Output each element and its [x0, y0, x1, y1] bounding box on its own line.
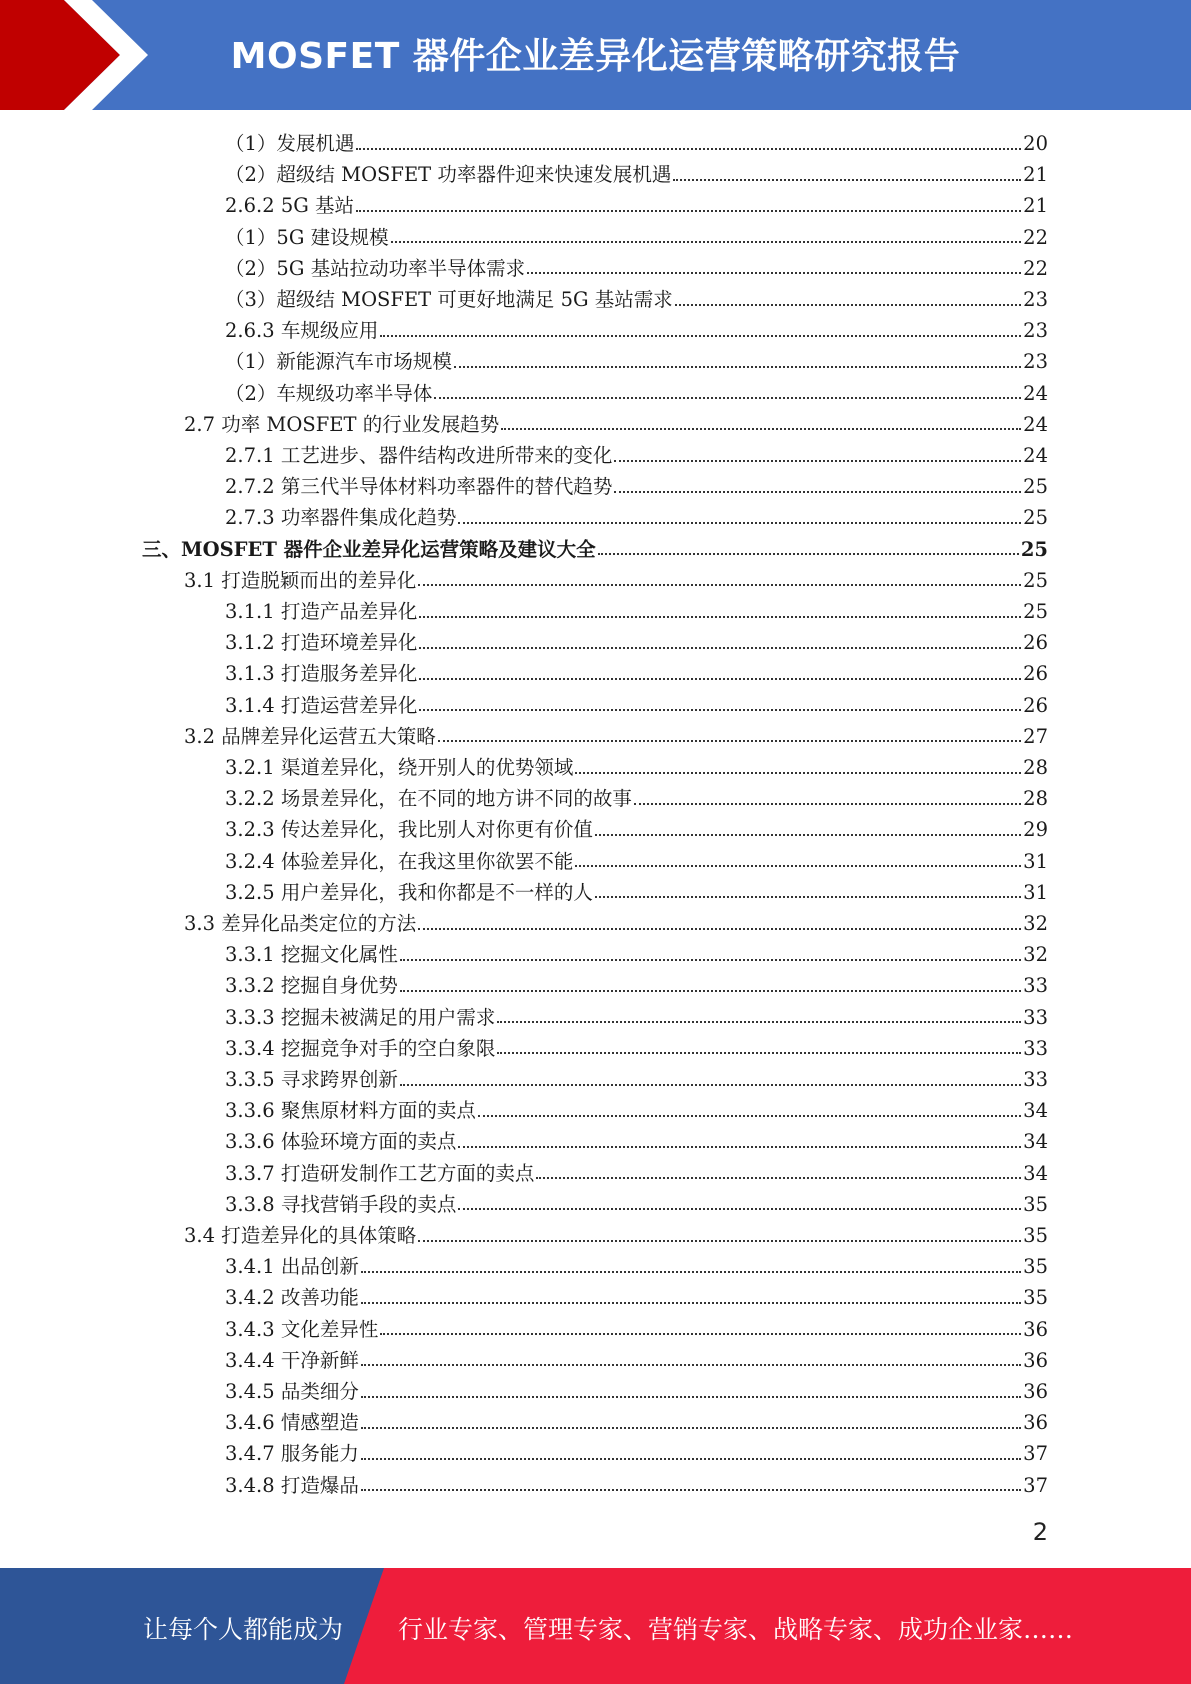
toc-entry[interactable] [225, 1314, 1048, 1345]
toc-entry-page: 33 [1023, 1005, 1048, 1029]
toc-entry[interactable] [225, 1407, 1048, 1438]
toc-entry-page: 29 [1023, 818, 1048, 842]
toc-entry-label: 3.4.3 文化差异性 [225, 1317, 379, 1341]
toc-dot-leader [361, 1427, 1021, 1429]
toc-entry-page: 34 [1023, 1099, 1048, 1123]
toc-entry-page: 36 [1023, 1380, 1048, 1403]
toc-entry-label: 3.1.1 打造产品差异化 [225, 600, 418, 623]
toc-dot-leader [497, 1021, 1021, 1023]
toc-entry[interactable] [225, 471, 1048, 502]
toc-dot-leader [634, 803, 1021, 805]
toc-entry-label: 3.1.3 打造服务差异化 [225, 662, 418, 686]
toc-entry-page: 27 [1023, 724, 1048, 748]
toc-entry-label: （1）发展机遇 [225, 132, 355, 155]
toc-entry[interactable] [225, 346, 1048, 377]
toc-entry[interactable] [225, 1282, 1048, 1313]
toc-entry-label: 3.2.1 渠道差异化，绕开别人的优势领域 [225, 756, 574, 779]
footer-slogan-left: 让每个人都能成为 [143, 1615, 344, 1644]
toc-entry-label: （2）车规级功率半导体 [225, 381, 433, 405]
toc-dot-leader [419, 709, 1021, 711]
toc-entry-page: 36 [1023, 1411, 1048, 1435]
toc-dot-leader [419, 678, 1021, 680]
toc-entry-label: 3.3.1 挖掘文化属性 [225, 943, 398, 967]
toc-dot-leader [361, 1489, 1021, 1491]
toc-dot-leader [454, 366, 1021, 368]
toc-dot-leader [356, 148, 1021, 150]
toc-entry-page: 36 [1023, 1348, 1048, 1372]
toc-entry[interactable] [184, 565, 1048, 596]
toc-dot-leader [595, 896, 1021, 898]
toc-entry[interactable] [225, 596, 1048, 627]
toc-entry[interactable] [225, 284, 1048, 315]
toc-entry[interactable] [225, 1002, 1048, 1033]
toc-entry[interactable] [184, 908, 1048, 939]
toc-dot-leader [418, 584, 1021, 586]
page-footer [0, 1568, 1191, 1684]
document-title: MOSFET 器件企业差异化运营策略研究报告 [230, 36, 961, 77]
toc-dot-leader [419, 647, 1021, 649]
toc-dot-leader [598, 553, 1019, 555]
toc-entry-page: 24 [1023, 412, 1048, 436]
toc-entry[interactable] [225, 378, 1048, 409]
toc-entry-label: 3.4.4 干净新鲜 [225, 1348, 359, 1372]
toc-entry-page: 31 [1023, 849, 1048, 873]
toc-entry-page: 21 [1023, 163, 1048, 187]
toc-dot-leader [458, 522, 1021, 524]
toc-entry-label: （1）5G 建设规模 [225, 225, 389, 249]
toc-entry-label: 3.2.5 用户差异化，我和你都是不一样的人 [225, 880, 593, 904]
toc-entry[interactable] [225, 253, 1048, 284]
toc-entry-label: 3.3.6 体验环境方面的卖点 [225, 1130, 457, 1154]
toc-entry-label: （3）超级结 MOSFET 可更好地满足 5G 基站需求 [225, 288, 673, 311]
toc-dot-leader [614, 491, 1021, 493]
page-header [0, 0, 1191, 110]
toc-entry-page: 25 [1023, 568, 1048, 592]
toc-dot-leader [361, 1396, 1021, 1398]
toc-entry-label: 3.4.2 改善功能 [225, 1286, 359, 1310]
toc-entry-page: 21 [1023, 194, 1048, 218]
toc-entry-page: 37 [1023, 1442, 1048, 1466]
toc-entry[interactable] [225, 1470, 1048, 1501]
page-number: 2 [1032, 1518, 1048, 1546]
toc-entry-label: （2）超级结 MOSFET 功率器件迎来快速发展机遇 [225, 163, 672, 187]
toc-entry-page: 25 [1023, 600, 1048, 623]
toc-entry[interactable] [225, 1376, 1048, 1407]
toc-entry-page: 28 [1023, 756, 1048, 779]
toc-entry[interactable] [225, 658, 1048, 689]
toc-entry-label: 3.4 打造差异化的具体策略 [184, 1224, 417, 1247]
toc-entry-label: 3.4.7 服务能力 [225, 1442, 359, 1466]
toc-entry-page: 22 [1023, 225, 1048, 249]
toc-entry[interactable] [225, 1251, 1048, 1282]
toc-entry-label: 2.7.2 第三代半导体材料功率器件的替代趋势 [225, 475, 613, 499]
toc-entry-page: 32 [1023, 943, 1048, 967]
toc-entry-label: 3.4.6 情感塑造 [225, 1411, 359, 1435]
toc-entry[interactable] [225, 783, 1048, 814]
toc-dot-leader [434, 397, 1021, 399]
toc-entry[interactable] [225, 128, 1048, 159]
toc-entry-label: 3.2.2 场景差异化，在不同的地方讲不同的故事 [225, 787, 632, 811]
toc-dot-leader [458, 1146, 1021, 1148]
toc-entry-page: 34 [1023, 1161, 1048, 1185]
toc-entry-label: （1）新能源汽车市场规模 [225, 350, 452, 374]
toc-entry[interactable] [225, 1345, 1048, 1376]
toc-entry-page: 22 [1023, 256, 1048, 280]
toc-entry-page: 25 [1023, 506, 1048, 530]
toc-entry[interactable] [225, 690, 1048, 721]
toc-entry-page: 32 [1023, 912, 1048, 935]
toc-dot-leader [361, 1364, 1021, 1366]
toc-dot-leader [418, 928, 1021, 930]
toc-dot-leader [575, 772, 1021, 774]
toc-entry-label: 三、MOSFET 器件企业差异化运营策略及建议大全 [142, 537, 596, 561]
toc-dot-leader [458, 1208, 1021, 1210]
toc-entry-page: 35 [1023, 1286, 1048, 1310]
toc-entry-label: 3.3.4 挖掘竞争对手的空白象限 [225, 1036, 496, 1060]
toc-entry-page: 33 [1023, 1068, 1048, 1091]
toc-entry-page: 31 [1023, 880, 1048, 904]
toc-entry-page: 35 [1023, 1192, 1048, 1216]
toc-dot-leader [400, 990, 1021, 992]
toc-dot-leader [380, 335, 1021, 337]
toc-dot-leader [400, 1084, 1021, 1086]
toc-entry-label: 3.3.2 挖掘自身优势 [225, 974, 398, 998]
toc-dot-leader [595, 834, 1021, 836]
toc-dot-leader [391, 241, 1022, 243]
toc-entry-page: 24 [1023, 381, 1048, 405]
toc-dot-leader [575, 865, 1021, 867]
toc-entry[interactable] [142, 534, 1048, 565]
toc-dot-leader [536, 1177, 1021, 1179]
toc-dot-leader [361, 1271, 1021, 1273]
toc-entry[interactable] [225, 502, 1048, 533]
toc-entry[interactable] [225, 1189, 1048, 1220]
toc-entry-page: 26 [1023, 693, 1048, 717]
toc-dot-leader [380, 1333, 1021, 1335]
toc-entry-page: 37 [1023, 1473, 1048, 1497]
toc-entry[interactable] [225, 1033, 1048, 1064]
toc-entry-page: 20 [1023, 132, 1048, 155]
toc-entry-label: 3.3.3 挖掘未被满足的用户需求 [225, 1005, 496, 1029]
toc-entry-page: 35 [1023, 1224, 1048, 1247]
toc-dot-leader [675, 304, 1021, 306]
toc-entry-page: 33 [1023, 1036, 1048, 1060]
footer-slogan-right: 行业专家、管理专家、营销专家、战略专家、成功企业家…… [398, 1615, 1074, 1644]
toc-entry-label: 2.7.3 功率器件集成化趋势 [225, 506, 457, 530]
toc-entry-label: 2.6.3 车规级应用 [225, 319, 379, 343]
toc-entry[interactable] [225, 627, 1048, 658]
toc-entry-label: 3.1.4 打造运营差异化 [225, 693, 418, 717]
toc-entry-label: 2.7 功率 MOSFET 的行业发展趋势 [184, 412, 500, 436]
toc-entry-page: 24 [1023, 444, 1048, 467]
toc-entry-page: 35 [1023, 1255, 1048, 1279]
toc-entry-label: 3.2 品牌差异化运营五大策略 [184, 724, 436, 748]
toc-entry-label: 3.3.7 打造研发制作工艺方面的卖点 [225, 1161, 535, 1185]
toc-dot-leader [478, 1115, 1021, 1117]
toc-entry-page: 23 [1023, 319, 1048, 343]
toc-dot-leader [361, 1302, 1021, 1304]
toc-entry-page: 26 [1023, 631, 1048, 655]
toc-dot-leader [497, 1052, 1021, 1054]
toc-entry-page: 33 [1023, 974, 1048, 998]
toc-entry-page: 28 [1023, 787, 1048, 811]
toc-dot-leader [419, 616, 1021, 618]
toc-entry-label: 3.3.5 寻求跨界创新 [225, 1068, 398, 1091]
toc-dot-leader [356, 210, 1021, 212]
toc-dot-leader [501, 428, 1021, 430]
toc-dot-leader [400, 959, 1021, 961]
toc-entry[interactable] [225, 1064, 1048, 1095]
toc-entry[interactable] [225, 752, 1048, 783]
toc-entry-page: 36 [1023, 1317, 1048, 1341]
toc-entry[interactable] [225, 1158, 1048, 1189]
toc-entry-page: 34 [1023, 1130, 1048, 1154]
toc-dot-leader [438, 740, 1021, 742]
toc-entry-label: 3.3 差异化品类定位的方法 [184, 912, 417, 935]
toc-entry[interactable] [225, 814, 1048, 845]
toc-entry-label: 2.7.1 工艺进步、器件结构改进所带来的变化 [225, 444, 613, 467]
toc-entry-label: 3.2.4 体验差异化，在我这里你欲罢不能 [225, 849, 574, 873]
toc-entry-page: 25 [1023, 475, 1048, 499]
toc-entry-page: 23 [1023, 350, 1048, 374]
toc-entry-page: 23 [1023, 288, 1048, 311]
toc-entry[interactable] [225, 1438, 1048, 1469]
toc-dot-leader [418, 1240, 1021, 1242]
toc-entry-label: 3.4.1 出品创新 [225, 1255, 359, 1279]
toc-entry-label: 3.3.8 寻找营销手段的卖点 [225, 1192, 457, 1216]
toc-entry[interactable] [225, 315, 1048, 346]
toc-dot-leader [361, 1458, 1021, 1460]
toc-entry-label: 3.3.6 聚焦原材料方面的卖点 [225, 1099, 476, 1123]
toc-entry[interactable] [225, 970, 1048, 1001]
toc-dot-leader [614, 460, 1021, 462]
toc-entry-label: 3.4.8 打造爆品 [225, 1473, 359, 1497]
toc-entry-label: 3.4.5 品类细分 [225, 1380, 359, 1403]
toc-entry[interactable] [225, 939, 1048, 970]
toc-entry[interactable] [225, 1095, 1048, 1126]
toc-entry[interactable] [225, 877, 1048, 908]
toc-entry[interactable] [184, 409, 1048, 440]
toc-entry-label: 3.1 打造脱颖而出的差异化 [184, 568, 417, 592]
toc-entry-page: 26 [1023, 662, 1048, 686]
toc-entry[interactable] [225, 846, 1048, 877]
toc-entry[interactable] [184, 721, 1048, 752]
toc-entry-label: 2.6.2 5G 基站 [225, 194, 354, 218]
toc-entry[interactable] [225, 159, 1048, 190]
toc-dot-leader [673, 179, 1021, 181]
toc-entry[interactable] [225, 222, 1048, 253]
toc-dot-leader [527, 272, 1021, 274]
toc-entry[interactable] [225, 1126, 1048, 1157]
toc-entry[interactable] [225, 190, 1048, 221]
toc-entry-label: 3.2.3 传达差异化，我比别人对你更有价值 [225, 818, 593, 842]
toc-entry-label: 3.1.2 打造环境差异化 [225, 631, 418, 655]
toc-entry[interactable] [184, 1220, 1048, 1251]
toc-entry-page: 25 [1020, 537, 1048, 561]
toc-entry-label: （2）5G 基站拉动功率半导体需求 [225, 256, 526, 280]
toc-entry[interactable] [225, 440, 1048, 471]
